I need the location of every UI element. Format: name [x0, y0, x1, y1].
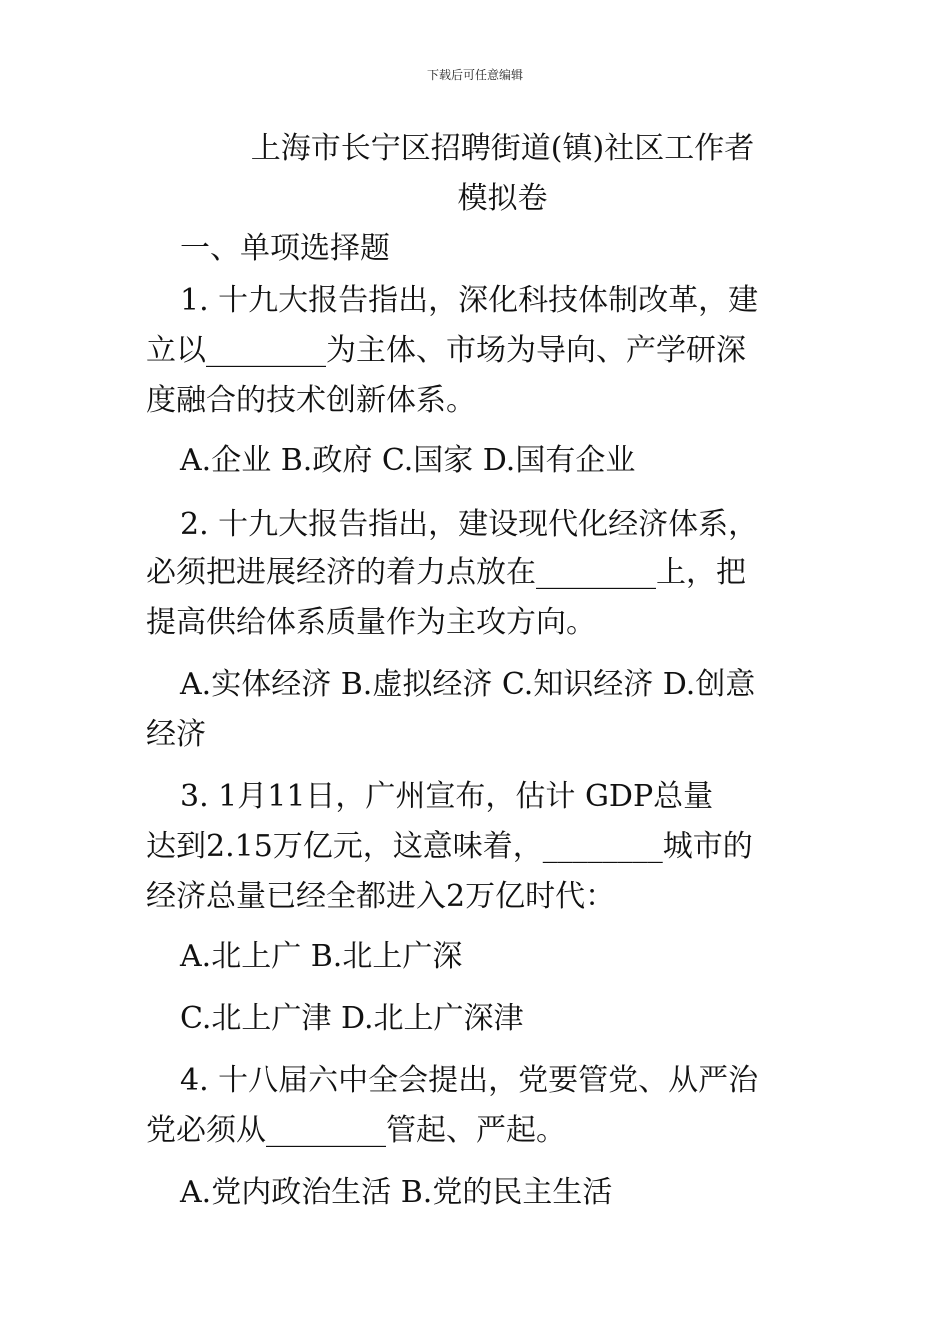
section-heading: 一、单项选择题: [180, 231, 390, 266]
answer-options: A.实体经济 B.虚拟经济 C.知识经济 D.创意: [180, 667, 756, 702]
question-stem-line: 立以________为主体、市场为导向、产学研深: [146, 333, 746, 368]
question-stem-line: 2. 十九大报告指出，建设现代化经济体系，: [180, 507, 759, 542]
question-stem-line: 3. 1月11日，广州宣布，估计 GDP总量: [180, 779, 714, 814]
question-stem-line: 1. 十九大报告指出，深化科技体制改革，建: [180, 283, 759, 318]
answer-options: C.北上广津 D.北上广深津: [180, 1001, 524, 1036]
question-stem-line: 4. 十八届六中全会提出，党要管党、从严治: [180, 1063, 759, 1098]
answer-options: A.北上广 B.北上广深: [180, 939, 463, 974]
answer-options: A.党内政治生活 B.党的民主生活: [180, 1175, 613, 1210]
question-stem-line: 度融合的技术创新体系。: [146, 383, 476, 418]
answer-options: 经济: [146, 717, 206, 752]
question-stem-line: 达到2.15万亿元，这意味着，________城市的: [146, 829, 753, 864]
document-title-line-1: 上海市长宁区招聘街道(镇)社区工作者: [250, 131, 755, 166]
question-stem-line: 经济总量已经全都进入2万亿时代：: [146, 879, 616, 914]
question-stem-line: 提高供给体系质量作为主攻方向。: [146, 605, 596, 640]
question-stem-line: 党必须从________管起、严起。: [146, 1113, 566, 1148]
answer-options: A.企业 B.政府 C.国家 D.国有企业: [180, 443, 636, 478]
header-note: 下载后可任意编辑: [426, 68, 523, 82]
document-title-line-2: 模拟卷: [457, 181, 548, 216]
question-stem-line: 必须把进展经济的着力点放在________上，把: [146, 555, 746, 590]
